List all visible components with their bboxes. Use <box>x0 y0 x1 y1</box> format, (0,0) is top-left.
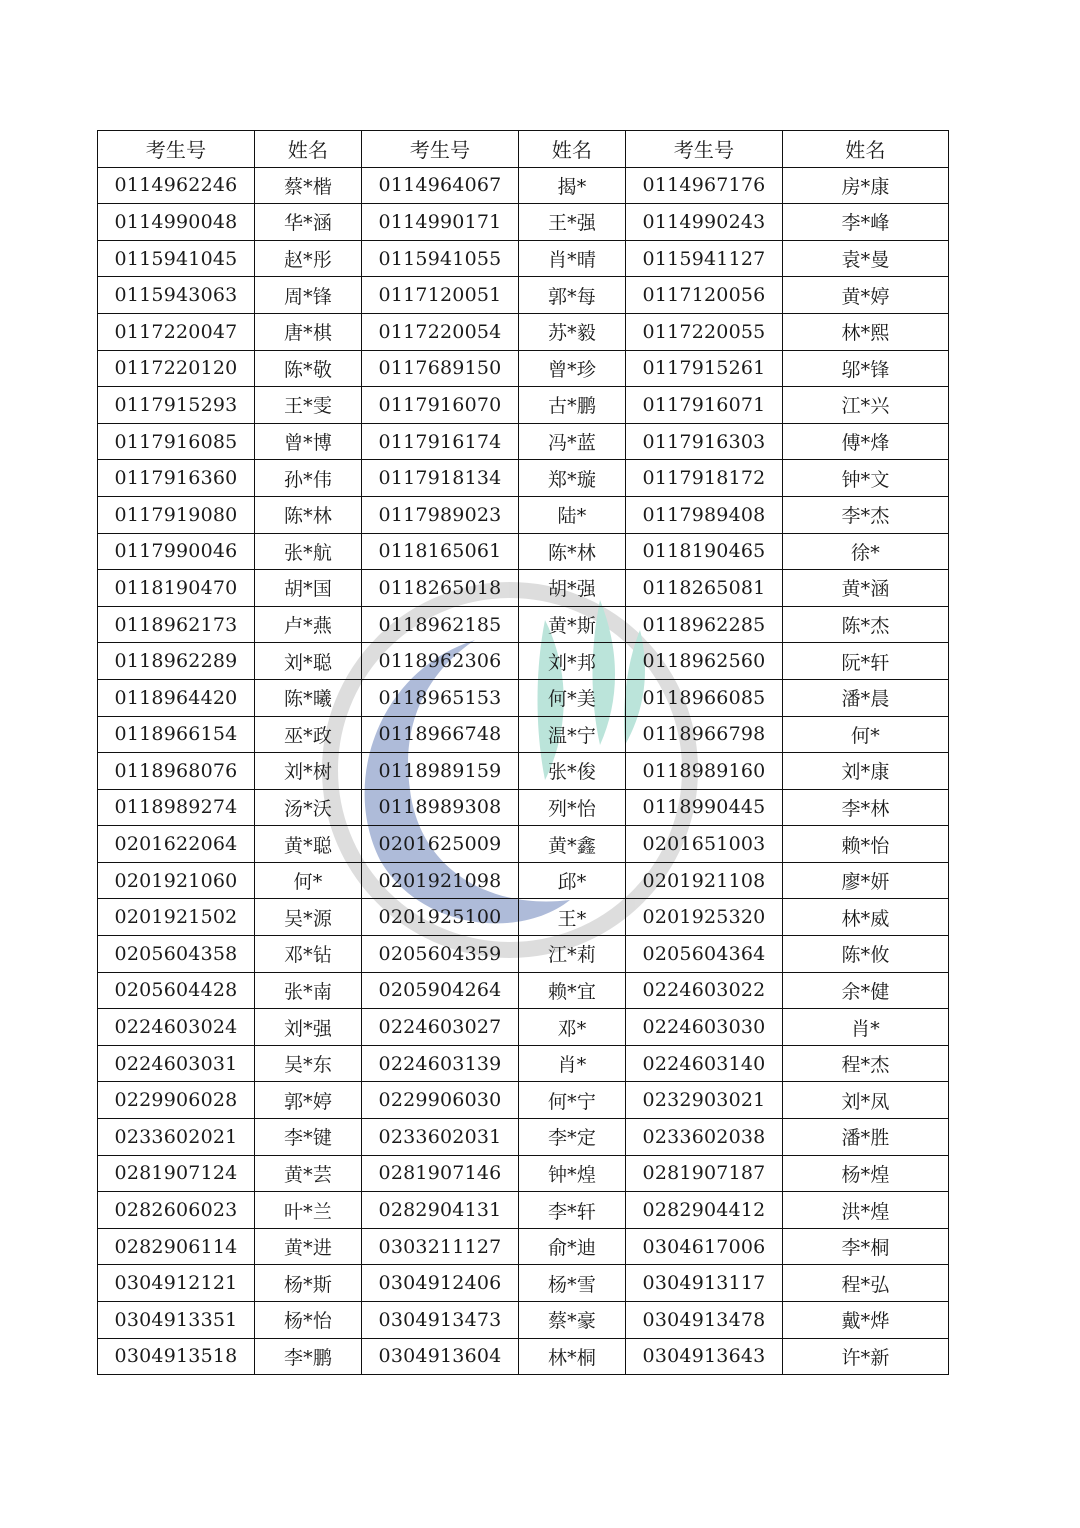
candidate-id-cell: 0118165061 <box>362 533 519 570</box>
table-row <box>98 1119 949 1156</box>
candidate-id-cell: 0304912121 <box>98 1265 255 1302</box>
candidate-table <box>97 130 949 1375</box>
candidate-id-cell: 0117220120 <box>98 350 255 387</box>
candidate-name-cell: 俞*迪 <box>519 1228 626 1265</box>
candidate-id-cell: 0117989408 <box>626 496 783 533</box>
table-row <box>98 1338 949 1375</box>
candidate-name-cell: 吴*东 <box>255 1045 362 1082</box>
candidate-name-cell: 陈*敬 <box>255 350 362 387</box>
header-cell: 考生号 <box>626 131 783 168</box>
candidate-name-cell: 列*怡 <box>519 789 626 826</box>
candidate-name-cell: 陈*林 <box>255 496 362 533</box>
candidate-id-cell: 0224603139 <box>362 1045 519 1082</box>
candidate-id-cell: 0118962560 <box>626 643 783 680</box>
candidate-id-cell: 0224603140 <box>626 1045 783 1082</box>
candidate-name-cell: 阮*轩 <box>783 643 949 680</box>
candidate-id-cell: 0118190465 <box>626 533 783 570</box>
candidate-name-cell: 孙*伟 <box>255 460 362 497</box>
header-cell: 考生号 <box>362 131 519 168</box>
candidate-name-cell: 李*杰 <box>783 496 949 533</box>
candidate-name-cell: 邬*锋 <box>783 350 949 387</box>
table-row <box>98 972 949 1009</box>
candidate-name-cell: 冯*蓝 <box>519 423 626 460</box>
candidate-name-cell: 黄*鑫 <box>519 826 626 863</box>
candidate-name-cell: 江*兴 <box>783 387 949 424</box>
candidate-name-cell: 黄*婷 <box>783 277 949 314</box>
candidate-name-cell: 何* <box>783 716 949 753</box>
candidate-name-cell: 房*康 <box>783 167 949 204</box>
candidate-id-cell: 0117915261 <box>626 350 783 387</box>
candidate-id-cell: 0229906030 <box>362 1082 519 1119</box>
candidate-name-cell: 肖* <box>783 1009 949 1046</box>
candidate-id-cell: 0303211127 <box>362 1228 519 1265</box>
candidate-id-cell: 0118966748 <box>362 716 519 753</box>
candidate-name-cell: 何*美 <box>519 679 626 716</box>
candidate-id-cell: 0201625009 <box>362 826 519 863</box>
candidate-id-cell: 0282906114 <box>98 1228 255 1265</box>
candidate-name-cell: 陈*曦 <box>255 679 362 716</box>
candidate-id-cell: 0304913351 <box>98 1302 255 1339</box>
candidate-id-cell: 0201921098 <box>362 862 519 899</box>
candidate-name-cell: 黄*斯 <box>519 606 626 643</box>
candidate-name-cell: 刘*聪 <box>255 643 362 680</box>
candidate-id-cell: 0205604364 <box>626 936 783 973</box>
candidate-name-cell: 许*新 <box>783 1338 949 1375</box>
table-row <box>98 1155 949 1192</box>
table-row <box>98 1082 949 1119</box>
candidate-name-cell: 刘*邦 <box>519 643 626 680</box>
candidate-id-cell: 0304617006 <box>626 1228 783 1265</box>
candidate-id-cell: 0281907187 <box>626 1155 783 1192</box>
table-row <box>98 716 949 753</box>
candidate-id-cell: 0115941127 <box>626 240 783 277</box>
candidate-name-cell: 潘*胜 <box>783 1119 949 1156</box>
candidate-id-cell: 0118962173 <box>98 606 255 643</box>
candidate-id-cell: 0114990048 <box>98 204 255 241</box>
candidate-name-cell: 李*键 <box>255 1119 362 1156</box>
candidate-name-cell: 肖*晴 <box>519 240 626 277</box>
candidate-name-cell: 卢*燕 <box>255 606 362 643</box>
table-row <box>98 936 949 973</box>
candidate-id-cell: 0224603024 <box>98 1009 255 1046</box>
candidate-id-cell: 0117220047 <box>98 313 255 350</box>
candidate-name-cell: 蔡*豪 <box>519 1302 626 1339</box>
candidate-name-cell: 林*桐 <box>519 1338 626 1375</box>
candidate-name-cell: 陆* <box>519 496 626 533</box>
candidate-id-cell: 0118964420 <box>98 679 255 716</box>
candidate-name-cell: 古*鹏 <box>519 387 626 424</box>
candidate-name-cell: 王* <box>519 899 626 936</box>
candidate-id-cell: 0205604428 <box>98 972 255 1009</box>
candidate-name-cell: 徐* <box>783 533 949 570</box>
table-row <box>98 643 949 680</box>
header-cell: 姓名 <box>783 131 949 168</box>
candidate-id-cell: 0114964067 <box>362 167 519 204</box>
candidate-name-cell: 戴*烨 <box>783 1302 949 1339</box>
candidate-id-cell: 0117916085 <box>98 423 255 460</box>
table-row <box>98 533 949 570</box>
candidate-id-cell: 0118962185 <box>362 606 519 643</box>
candidate-id-cell: 0117990046 <box>98 533 255 570</box>
candidate-id-cell: 0201921060 <box>98 862 255 899</box>
candidate-id-cell: 0118989159 <box>362 753 519 790</box>
candidate-name-cell: 潘*晨 <box>783 679 949 716</box>
candidate-id-cell: 0118966798 <box>626 716 783 753</box>
candidate-name-cell: 陈*攸 <box>783 936 949 973</box>
candidate-name-cell: 廖*妍 <box>783 862 949 899</box>
candidate-id-cell: 0117916360 <box>98 460 255 497</box>
candidate-name-cell: 杨*斯 <box>255 1265 362 1302</box>
table-row <box>98 899 949 936</box>
candidate-id-cell: 0118962285 <box>626 606 783 643</box>
candidate-id-cell: 0114967176 <box>626 167 783 204</box>
candidate-name-cell: 赖*宜 <box>519 972 626 1009</box>
candidate-id-cell: 0282904131 <box>362 1192 519 1229</box>
candidate-name-cell: 揭* <box>519 167 626 204</box>
candidate-id-cell: 0304913604 <box>362 1338 519 1375</box>
candidate-name-cell: 邱* <box>519 862 626 899</box>
candidate-id-cell: 0201622064 <box>98 826 255 863</box>
candidate-name-cell: 张*航 <box>255 533 362 570</box>
candidate-name-cell: 张*南 <box>255 972 362 1009</box>
header-cell: 姓名 <box>255 131 362 168</box>
table-row <box>98 496 949 533</box>
table-row <box>98 1302 949 1339</box>
table-row <box>98 313 949 350</box>
candidate-name-cell: 邓*钻 <box>255 936 362 973</box>
candidate-id-cell: 0304913117 <box>626 1265 783 1302</box>
candidate-id-cell: 0115943063 <box>98 277 255 314</box>
candidate-name-cell: 刘*强 <box>255 1009 362 1046</box>
candidate-id-cell: 0201651003 <box>626 826 783 863</box>
candidate-id-cell: 0233602031 <box>362 1119 519 1156</box>
candidate-name-cell: 王*雯 <box>255 387 362 424</box>
candidate-id-cell: 0118990445 <box>626 789 783 826</box>
candidate-name-cell: 肖* <box>519 1045 626 1082</box>
table-row <box>98 387 949 424</box>
candidate-name-cell: 王*强 <box>519 204 626 241</box>
candidate-id-cell: 0118966085 <box>626 679 783 716</box>
candidate-id-cell: 0117220054 <box>362 313 519 350</box>
table-row <box>98 204 949 241</box>
table-row <box>98 350 949 387</box>
candidate-id-cell: 0205604358 <box>98 936 255 973</box>
header-cell: 姓名 <box>519 131 626 168</box>
candidate-name-cell: 曾*博 <box>255 423 362 460</box>
candidate-name-cell: 黄*涵 <box>783 570 949 607</box>
candidate-id-cell: 0201925320 <box>626 899 783 936</box>
candidate-id-cell: 0224603027 <box>362 1009 519 1046</box>
candidate-name-cell: 赖*怡 <box>783 826 949 863</box>
table-row <box>98 1192 949 1229</box>
candidate-name-cell: 李*桐 <box>783 1228 949 1265</box>
table-row <box>98 423 949 460</box>
candidate-name-cell: 温*宁 <box>519 716 626 753</box>
candidate-name-cell: 吴*源 <box>255 899 362 936</box>
candidate-id-cell: 0304913518 <box>98 1338 255 1375</box>
candidate-id-cell: 0117919080 <box>98 496 255 533</box>
candidate-id-cell: 0205904264 <box>362 972 519 1009</box>
table-row <box>98 277 949 314</box>
table-row <box>98 460 949 497</box>
candidate-name-cell: 陈*杰 <box>783 606 949 643</box>
candidate-id-cell: 0118962289 <box>98 643 255 680</box>
table-row <box>98 570 949 607</box>
table-row <box>98 753 949 790</box>
candidate-id-cell: 0224603031 <box>98 1045 255 1082</box>
candidate-id-cell: 0114990243 <box>626 204 783 241</box>
candidate-id-cell: 0117120056 <box>626 277 783 314</box>
table-row <box>98 240 949 277</box>
candidate-id-cell: 0281907146 <box>362 1155 519 1192</box>
candidate-name-cell: 刘*凤 <box>783 1082 949 1119</box>
candidate-name-cell: 程*弘 <box>783 1265 949 1302</box>
candidate-name-cell: 黄*芸 <box>255 1155 362 1192</box>
candidate-name-cell: 刘*树 <box>255 753 362 790</box>
candidate-name-cell: 郭*婷 <box>255 1082 362 1119</box>
candidate-id-cell: 0118962306 <box>362 643 519 680</box>
candidate-id-cell: 0118966154 <box>98 716 255 753</box>
candidate-name-cell: 李*轩 <box>519 1192 626 1229</box>
candidate-name-cell: 巫*政 <box>255 716 362 753</box>
candidate-name-cell: 华*涵 <box>255 204 362 241</box>
candidate-name-cell: 傅*烽 <box>783 423 949 460</box>
candidate-id-cell: 0117916303 <box>626 423 783 460</box>
candidate-name-cell: 黄*聪 <box>255 826 362 863</box>
candidate-name-cell: 洪*煌 <box>783 1192 949 1229</box>
candidate-id-cell: 0224603030 <box>626 1009 783 1046</box>
candidate-name-cell: 何*宁 <box>519 1082 626 1119</box>
candidate-id-cell: 0118989160 <box>626 753 783 790</box>
candidate-name-cell: 刘*康 <box>783 753 949 790</box>
candidate-id-cell: 0114962246 <box>98 167 255 204</box>
table-row <box>98 1265 949 1302</box>
candidate-name-cell: 邓* <box>519 1009 626 1046</box>
candidate-name-cell: 唐*棋 <box>255 313 362 350</box>
table-row <box>98 789 949 826</box>
header-row <box>98 131 949 168</box>
candidate-id-cell: 0118968076 <box>98 753 255 790</box>
candidate-name-cell: 余*健 <box>783 972 949 1009</box>
candidate-name-cell: 林*威 <box>783 899 949 936</box>
candidate-name-cell: 程*杰 <box>783 1045 949 1082</box>
candidate-id-cell: 0117918172 <box>626 460 783 497</box>
candidate-id-cell: 0117916174 <box>362 423 519 460</box>
candidate-id-cell: 0282606023 <box>98 1192 255 1229</box>
candidate-id-cell: 0118989308 <box>362 789 519 826</box>
candidate-id-cell: 0201921108 <box>626 862 783 899</box>
candidate-name-cell: 杨*怡 <box>255 1302 362 1339</box>
candidate-id-cell: 0233602021 <box>98 1119 255 1156</box>
table-row <box>98 606 949 643</box>
candidate-name-cell: 李*鹏 <box>255 1338 362 1375</box>
candidate-name-cell: 陈*林 <box>519 533 626 570</box>
candidate-id-cell: 0282904412 <box>626 1192 783 1229</box>
candidate-name-cell: 钟*煌 <box>519 1155 626 1192</box>
candidate-name-cell: 郭*每 <box>519 277 626 314</box>
table-body <box>98 167 949 1375</box>
candidate-id-cell: 0117689150 <box>362 350 519 387</box>
candidate-name-cell: 杨*煌 <box>783 1155 949 1192</box>
candidate-name-cell: 赵*彤 <box>255 240 362 277</box>
candidate-id-cell: 0224603022 <box>626 972 783 1009</box>
candidate-id-cell: 0117120051 <box>362 277 519 314</box>
table-row <box>98 862 949 899</box>
candidate-id-cell: 0232903021 <box>626 1082 783 1119</box>
candidate-id-cell: 0117220055 <box>626 313 783 350</box>
candidate-id-cell: 0115941055 <box>362 240 519 277</box>
candidate-name-cell: 曾*珍 <box>519 350 626 387</box>
candidate-name-cell: 蔡*楷 <box>255 167 362 204</box>
candidate-id-cell: 0117915293 <box>98 387 255 424</box>
candidate-name-cell: 袁*曼 <box>783 240 949 277</box>
table-row <box>98 167 949 204</box>
candidate-name-cell: 杨*雪 <box>519 1265 626 1302</box>
candidate-name-cell: 林*熙 <box>783 313 949 350</box>
candidate-name-cell: 李*定 <box>519 1119 626 1156</box>
candidate-id-cell: 0205604359 <box>362 936 519 973</box>
candidate-name-cell: 江*莉 <box>519 936 626 973</box>
candidate-name-cell: 黄*进 <box>255 1228 362 1265</box>
candidate-name-cell: 郑*璇 <box>519 460 626 497</box>
candidate-id-cell: 0118265081 <box>626 570 783 607</box>
candidate-id-cell: 0304913643 <box>626 1338 783 1375</box>
candidate-id-cell: 0118965153 <box>362 679 519 716</box>
candidate-id-cell: 0201921502 <box>98 899 255 936</box>
header-cell: 考生号 <box>98 131 255 168</box>
candidate-name-cell: 钟*文 <box>783 460 949 497</box>
candidate-id-cell: 0118265018 <box>362 570 519 607</box>
table-row <box>98 1009 949 1046</box>
table-row <box>98 1228 949 1265</box>
candidate-name-cell: 何* <box>255 862 362 899</box>
candidate-id-cell: 0229906028 <box>98 1082 255 1119</box>
candidate-name-cell: 张*俊 <box>519 753 626 790</box>
candidate-name-cell: 李*峰 <box>783 204 949 241</box>
candidate-id-cell: 0117989023 <box>362 496 519 533</box>
candidate-id-cell: 0281907124 <box>98 1155 255 1192</box>
candidate-name-cell: 胡*国 <box>255 570 362 607</box>
candidate-id-cell: 0114990171 <box>362 204 519 241</box>
candidate-id-cell: 0201925100 <box>362 899 519 936</box>
candidate-name-cell: 苏*毅 <box>519 313 626 350</box>
table-row <box>98 679 949 716</box>
candidate-id-cell: 0117918134 <box>362 460 519 497</box>
candidate-name-cell: 周*锋 <box>255 277 362 314</box>
candidate-name-cell: 李*林 <box>783 789 949 826</box>
candidate-id-cell: 0115941045 <box>98 240 255 277</box>
table-row <box>98 1045 949 1082</box>
table-row <box>98 826 949 863</box>
candidate-id-cell: 0304913473 <box>362 1302 519 1339</box>
candidate-name-cell: 汤*沃 <box>255 789 362 826</box>
candidate-id-cell: 0117916071 <box>626 387 783 424</box>
candidate-id-cell: 0118190470 <box>98 570 255 607</box>
candidate-id-cell: 0233602038 <box>626 1119 783 1156</box>
candidate-name-cell: 叶*兰 <box>255 1192 362 1229</box>
candidate-id-cell: 0118989274 <box>98 789 255 826</box>
candidate-id-cell: 0117916070 <box>362 387 519 424</box>
candidate-name-cell: 胡*强 <box>519 570 626 607</box>
candidate-id-cell: 0304913478 <box>626 1302 783 1339</box>
candidate-id-cell: 0304912406 <box>362 1265 519 1302</box>
